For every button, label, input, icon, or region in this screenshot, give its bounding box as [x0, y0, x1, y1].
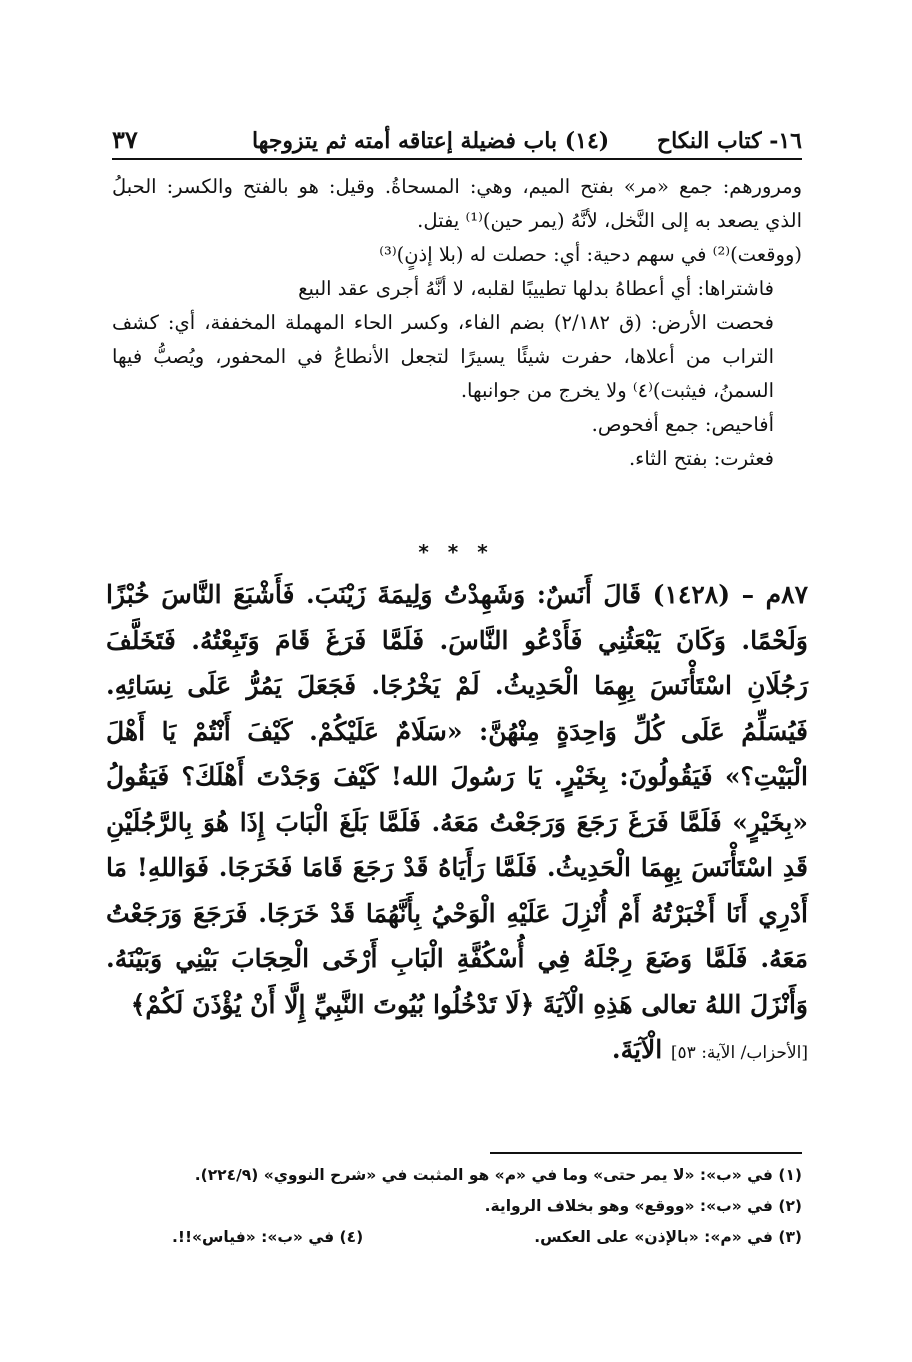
note-paragraph: فعثرت: بفتح الثاء. — [628, 447, 774, 470]
running-title — [252, 128, 802, 154]
note-paragraph: فحصت الأرض: (ق ٢/١٨٢) بضم الفاء، وكسر الحاء المهملة المخففة، أي: كشف التراب من أعلاها، حفرت شيئًا يسيرًا لتجعل الأنطاعُ في المحفور، ويُصبُّ فيها السمنُ، فيثبت)⁽٤⁾ ولا يخرج من جوانبها. — [112, 311, 774, 402]
note-paragraph: (ووقعت)⁽²⁾ في سهم دحية: أي: حصلت له (بلا إذنٍ)⁽³⁾ — [379, 243, 802, 266]
page-header — [112, 112, 802, 160]
page-number: ٣٧ — [112, 125, 138, 154]
quran-reference: [الأحزاب/ الآية: ٥٣] — [670, 1043, 808, 1063]
chapter-title: ١٦- كتاب النكاح — [656, 128, 802, 154]
hadith-number: ٨٧م – (١٤٢٨) — [652, 580, 808, 609]
hadith-text — [106, 572, 808, 1077]
footnote-divider — [490, 1152, 802, 1154]
hadith-ending: الْآيَةَ. — [611, 1035, 663, 1064]
note-paragraph: فاشتراها: أي أعطاهُ بدلها تطييبًا لقلبه، لا أنَّهُ أجرى عقد البيع — [298, 277, 774, 300]
footnote-4: (٤) في «ب»: «فياس»!!. — [172, 1228, 364, 1246]
note-paragraph: ومرورهم: جمع «مر» بفتح الميم، وهي: المسحاةُ. وقيل: هو بالفتح والكسر: الحبلُ الذي يصعد به إلى النَّخل، لأنَّهُ (يمر حين)⁽¹⁾ يفتل. — [112, 175, 802, 232]
footnote-row — [112, 1222, 802, 1253]
footnote-2: (٢) في «ب»: «ووقع» وهو بخلاف الرواية. — [484, 1197, 802, 1215]
hadith-body: قَالَ أَنَسٌ: وَشَهِدْتُ وَلِيمَةَ زَيْنَبَ. فَأَشْبَعَ النَّاسَ خُبْزًا وَلَحْمًا. وَكَانَ يَبْعَثُنِي فَأَدْعُو النَّاسَ. فَلَمَّا فَرَغَ قَامَ وَتَبِعْتُهُ. فَتَخَلَّفَ رَجُلَانِ اسْتَأْنَسَ بِهِمَا الْحَدِيثُ. لَمْ يَخْرُجَا. فَجَعَلَ يَمُرُّ عَلَى نِسَائِهِ. فَيُسَلِّمُ عَلَى كُلِّ وَاحِدَةٍ مِنْهُنَّ: «سَلَامٌ عَلَيْكُمْ. كَيْفَ أَنْتُمْ يَا أَهْلَ الْبَيْتِ؟» فَيَقُولُونَ: بِخَيْرٍ. يَا رَسُولَ الله! كَيْفَ وَجَدْتَ أَهْلَكَ؟ فَيَقُولُ «بِخَيْرٍ» فَلَمَّا فَرَغَ رَجَعَ وَرَجَعْتُ مَعَهُ. فَلَمَّا بَلَغَ الْبَابَ إِذَا هُوَ بِالرَّجُلَيْنِ قَدِ اسْتَأْنَسَ بِهِمَا الْحَدِيثُ. فَلَمَّا رَأَيَاهُ قَدْ رَجَعَ قَامَا فَخَرَجَا. فَوَاللهِ! مَا أَدْرِي أَنَا أَخْبَرْتُهُ أَمْ أُنْزِلَ عَلَيْهِ الْوَحْيُ بِأَنَّهُمَا قَدْ خَرَجَا. فَرَجَعَ وَرَجَعْتُ مَعَهُ. فَلَمَّا وَضَعَ رِجْلَهُ فِي أُسْكُفَّةِ الْبَابِ أَرْخَى الْحِجَابَ بَيْنِي وَبَيْنَهُ. وَأَنْزَلَ اللهُ تعالى هَذِهِ الْآيَةَ ﴿لَا تَدْخُلُوا بُيُوتَ النَّبِيِّ إِلَّا أَنْ يُؤْذَنَ لَكُمْ﴾ — [106, 580, 808, 1019]
commentary-notes — [112, 170, 802, 476]
section-separator: * * * — [418, 540, 494, 564]
note-paragraph: أفاحيص: جمع أفحوص. — [591, 413, 774, 436]
section-title: (١٤) باب فضيلة إعتاقه أمته ثم يتزوجها — [251, 128, 610, 154]
footnote-3: (٣) في «م»: «بالإذن» على العكس. — [534, 1228, 802, 1246]
footnote-1: (١) في «ب»: «لا يمر حتى» وما في «م» هو المثبت في «شرح النووي» (٢٢٤/٩). — [194, 1166, 802, 1184]
footnotes — [112, 1160, 802, 1253]
